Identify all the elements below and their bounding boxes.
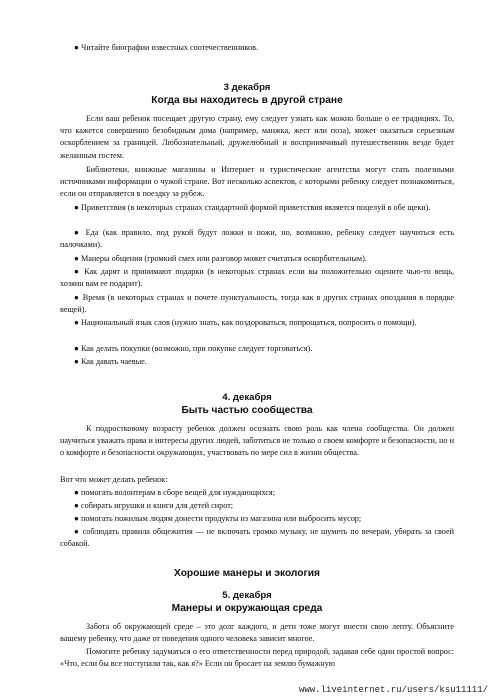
section-date-dec5: 5. декабря xyxy=(222,590,272,601)
paragraph: Библиотеки, книжные магазины и Интернет и туристические агентства могут стать полезными источниками информации о чужой стране. Вот несколько аспектов, с которыми ребенку следует познакомиться, если он отправляется в поездку за рубеж. xyxy=(60,165,454,199)
chapter-heading-ecology: Хорошие манеры и экология xyxy=(174,568,320,579)
list-item: ● Как дарят и принимают подарки (в некоторых странах если вы положительно оцените чью-то вещь, хозяин вам ее подарит). xyxy=(60,267,454,289)
paragraph: К подростковому возрасту ребенок должен осознать свою роль как члена сообщества. Он должен научиться уважать права и интересы других людей, заботиться не только о своем комфорте и безопасности, но и о комфорте и безопасности окружающих, участвовать по мере сил в жизни общества. xyxy=(60,424,454,458)
list-item: ● помогать пожилым людям донести продукты из магазина или выбросить мусор; xyxy=(74,514,362,523)
top-bullet-item: ● Читайте биографии известных соотечественников. xyxy=(74,43,259,52)
list-item: ● помогать волонтерам в сборе вещей для нуждающихся; xyxy=(74,488,275,497)
section-title-environment: Манеры и окружающая среда xyxy=(171,603,323,614)
paragraph: Если ваш ребенок посещает другую страну, ему следует узнать как можно больше о ее традициях. То, что кажется совершенно безобидным дома (например, манжка, жест или поза), может оказаться серьезным оскорблением за границей. Любознательный, дружелюбный и восприимчивый путешественник везде будет желанным гостем. xyxy=(60,114,454,160)
list-item: ● Еда (как правило, под рукой будут ложки и ножи, но, возможно, ребенку следует научиться есть палочками). xyxy=(60,228,454,250)
section-date-dec4: 4. декабря xyxy=(222,392,272,403)
paragraph: Забота об окружающей среде – это долг каждого, и дети тоже могут внести свою лепту. Объясните вашему ребенку, что даже от поведения одного человека зависит многое. xyxy=(60,622,454,644)
list-item: ● Как давать чаевые. xyxy=(74,357,147,366)
paragraph: Вот что может делать ребенок: xyxy=(60,475,168,484)
list-item: ● Приветствия (в некоторых странах стандартной формой приветствия является поцелуй в обе щеки). xyxy=(74,203,431,212)
list-item: ● Национальный язык слов (нужно знать, как поздороваться, попрощаться, попросить о помощи). xyxy=(74,318,417,327)
section-title-other-country: Когда вы находитесь в другой стране xyxy=(151,95,343,106)
paragraph: Помогите ребенку задуматься о его ответственности перед природой, задавая себе один простой вопрос: «Что, если бы все поступали так, как я?» Если он бросает на землю бумажную xyxy=(60,647,454,669)
list-item: ● собирать игрушки и книги для детей сирот; xyxy=(74,501,234,510)
list-item: ● Как делать покупки (возможно, при покупке следует торговаться). xyxy=(74,344,313,353)
list-item: ● Манеры общения (громкий смех или разговор может считаться оскорбительным). xyxy=(74,254,367,263)
section-title-community: Быть частью сообщества xyxy=(181,405,313,416)
source-watermark: www.liveinternet.ru/users/ksu11111/ xyxy=(298,685,488,695)
list-item: ● соблюдать правила общежития — не включать громко музыку, не шуметь по вечерам, убирать за своей собакой. xyxy=(60,527,454,549)
list-item: ● Время (в некоторых странах и почете пунктуальность, тогда как в других странах опоздания в порядке вещей). xyxy=(60,293,454,315)
section-date-dec3: 3 декабря xyxy=(223,82,271,93)
